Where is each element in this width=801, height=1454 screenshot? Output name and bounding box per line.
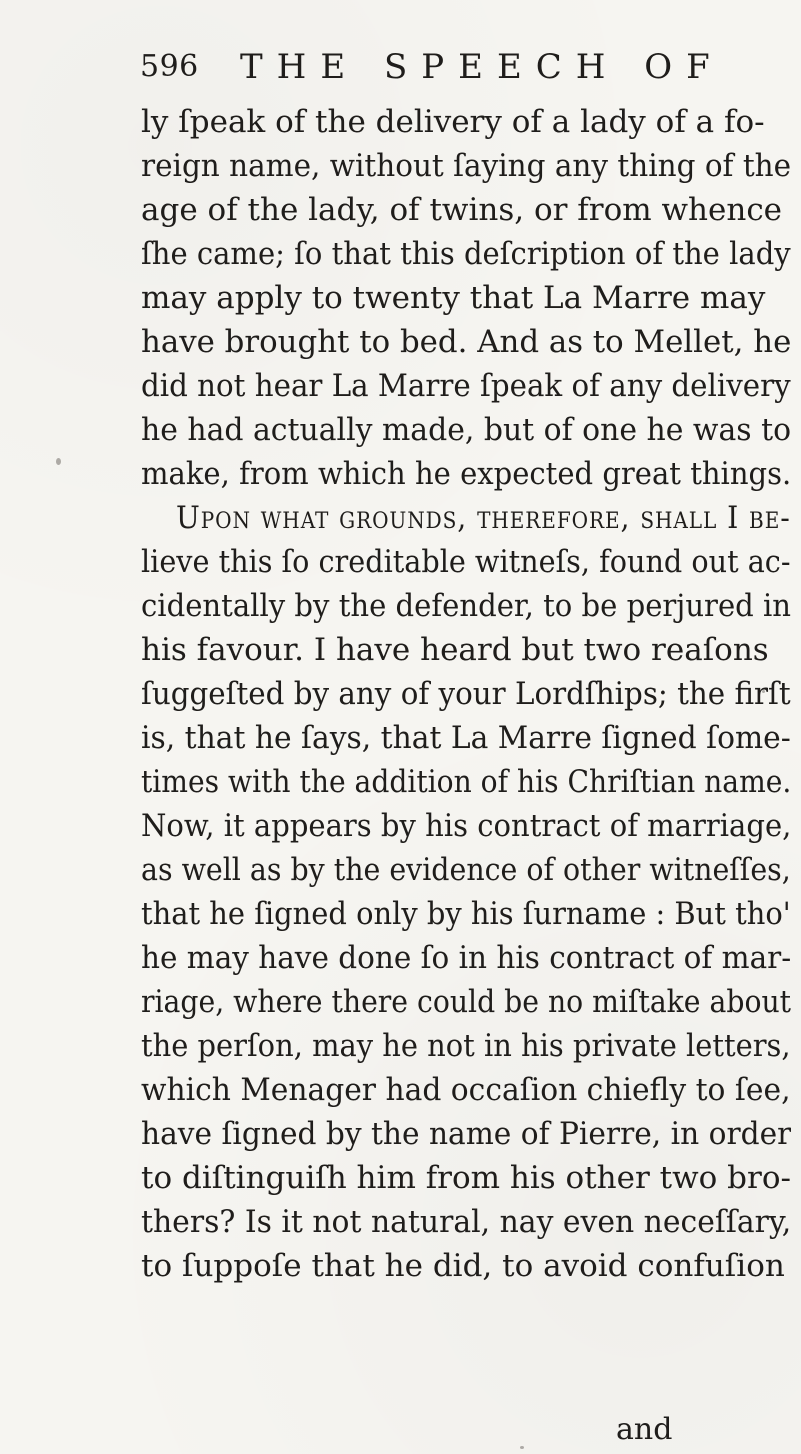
text-line: may apply to twenty that La Marre may (141, 280, 766, 316)
text-line: lieve this ſo creditable witneſs, found out ac- (141, 544, 791, 580)
text-line: he had actually made, but of one he was to (141, 412, 791, 448)
running-title: THE SPEECH OF (240, 47, 724, 87)
text-line: thers? Is it not natural, nay even neceſſary, (141, 1204, 791, 1240)
text-line: his favour. I have heard but two reaſons (141, 632, 769, 668)
page-number: 596 (140, 49, 199, 84)
paper-speck (56, 458, 61, 465)
paper-speck (520, 1446, 524, 1449)
text-line: ly ſpeak of the delivery of a lady of a fo- (141, 104, 765, 140)
text-line: the perſon, may he not in his private letters, (141, 1028, 791, 1064)
page-header (140, 43, 760, 91)
text-line: have ſigned by the name of Pierre, in order (141, 1116, 791, 1152)
text-line: that he ſigned only by his ſurname : But tho' (141, 896, 791, 932)
text-line: did not hear La Marre ſpeak of any delivery (141, 368, 791, 404)
paragraph-start-line: Upon what grounds, therefore, ſhall I be- (176, 500, 791, 536)
text-line: age of the lady, of twins, or from whence (141, 192, 783, 228)
catchword: and (616, 1412, 673, 1447)
text-line: reign name, without ſaying any thing of the (141, 148, 791, 184)
text-line: ſhe came; ſo that this deſcription of the lady (141, 236, 791, 272)
text-line: Now, it appears by his contract of marriage, (141, 808, 791, 844)
body-text (141, 100, 791, 1288)
text-line: have brought to bed. And as to Mellet, he (141, 324, 791, 360)
text-line: make, from which he expected great things. (141, 456, 791, 492)
text-line: to ſuppoſe that he did, to avoid confuſion (141, 1248, 785, 1284)
text-line: times with the addition of his Chriſtian name. (141, 764, 791, 800)
text-line: which Menager had occaſion chiefly to ſee, (141, 1072, 791, 1108)
text-line: cidentally by the defender, to be perjured in (141, 588, 791, 624)
text-line: is, that he ſays, that La Marre ſigned ſome- (141, 720, 791, 756)
paper-speck (762, 690, 765, 693)
text-line: to diſtinguiſh him from his other two bro- (141, 1160, 791, 1196)
text-line: ſuggeſted by any of your Lordſhips; the firſt (141, 676, 791, 712)
text-line: as well as by the evidence of other witneſſes, (141, 852, 791, 888)
text-line: riage, where there could be no miſtake about (141, 984, 791, 1020)
text-line: he may have done ſo in his contract of mar- (141, 940, 791, 976)
